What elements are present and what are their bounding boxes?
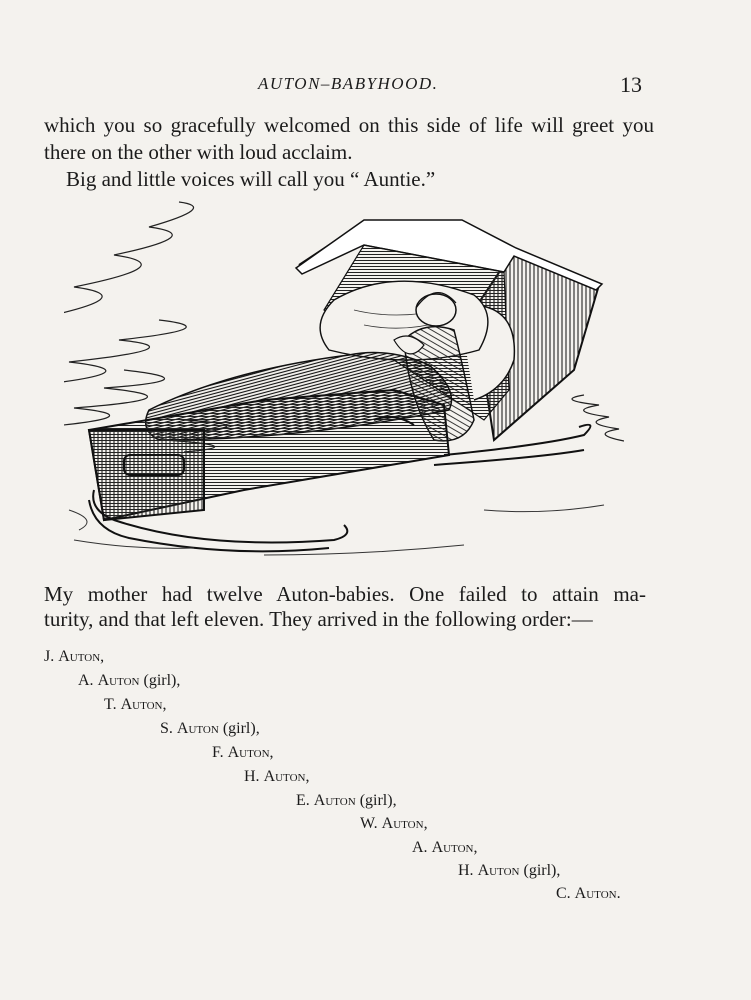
child-initial: E. — [296, 792, 314, 809]
child-note: (girl), — [218, 720, 260, 737]
child-initial: H. — [244, 768, 264, 785]
child-list-item — [360, 815, 428, 833]
child-note: , — [100, 648, 105, 665]
paragraph-2: Big and little voices will call you “ Auntie.” — [66, 167, 436, 191]
child-surname: Auton — [381, 815, 424, 832]
paragraph-1-line-1: which you so gracefully welcomed on this side of life will greet you — [44, 113, 654, 137]
child-list-item — [212, 744, 274, 762]
paragraph-1-line-2: there on the other with loud acclaim. — [44, 140, 353, 164]
cradle-illustration — [64, 190, 624, 570]
motion-lines-right — [572, 395, 624, 454]
child-list-item — [412, 839, 477, 857]
child-note: , — [473, 839, 478, 856]
child-initial: A. — [78, 672, 98, 689]
child-note: . — [616, 885, 621, 902]
child-surname: Auton — [431, 839, 474, 856]
child-list-item — [556, 885, 621, 903]
child-surname: Auton — [263, 768, 306, 785]
child-list-item — [44, 648, 104, 666]
child-initial: J. — [44, 648, 59, 665]
child-list-item — [78, 672, 180, 690]
child-note: , — [162, 696, 167, 713]
child-note: (girl), — [139, 672, 181, 689]
child-initial: F. — [212, 744, 228, 761]
child-surname: Auton — [477, 862, 520, 879]
child-initial: H. — [458, 862, 478, 879]
child-list-item — [296, 792, 397, 810]
child-initial: W. — [360, 815, 382, 832]
child-note: , — [305, 768, 310, 785]
child-surname: Auton — [227, 744, 270, 761]
child-list-item — [160, 720, 260, 738]
child-list-item — [458, 862, 560, 880]
child-surname: Auton — [176, 720, 219, 737]
child-surname: Auton — [574, 885, 617, 902]
child-surname: Auton — [97, 672, 140, 689]
child-surname: Auton — [313, 792, 356, 809]
child-initial: S. — [160, 720, 177, 737]
child-note: (girl), — [519, 862, 561, 879]
running-head: AUTON–BABYHOOD. — [258, 74, 439, 93]
child-surname: Auton — [58, 648, 101, 665]
child-initial: T. — [104, 696, 121, 713]
cradle-body — [89, 390, 449, 520]
child-list-item — [104, 696, 167, 714]
page-number: 13 — [620, 72, 642, 97]
child-initial: C. — [556, 885, 575, 902]
child-surname: Auton — [120, 696, 163, 713]
child-note: , — [269, 744, 274, 761]
paragraph-3-line-1: My mother had twelve Auton-babies. One failed to attain ma- — [44, 582, 646, 606]
child-note: (girl), — [355, 792, 397, 809]
child-initial: A. — [412, 839, 432, 856]
child-list-item — [244, 768, 309, 786]
child-note: , — [423, 815, 428, 832]
paragraph-3-line-2: turity, and that left eleven. They arrived in the following order:— — [44, 607, 593, 631]
